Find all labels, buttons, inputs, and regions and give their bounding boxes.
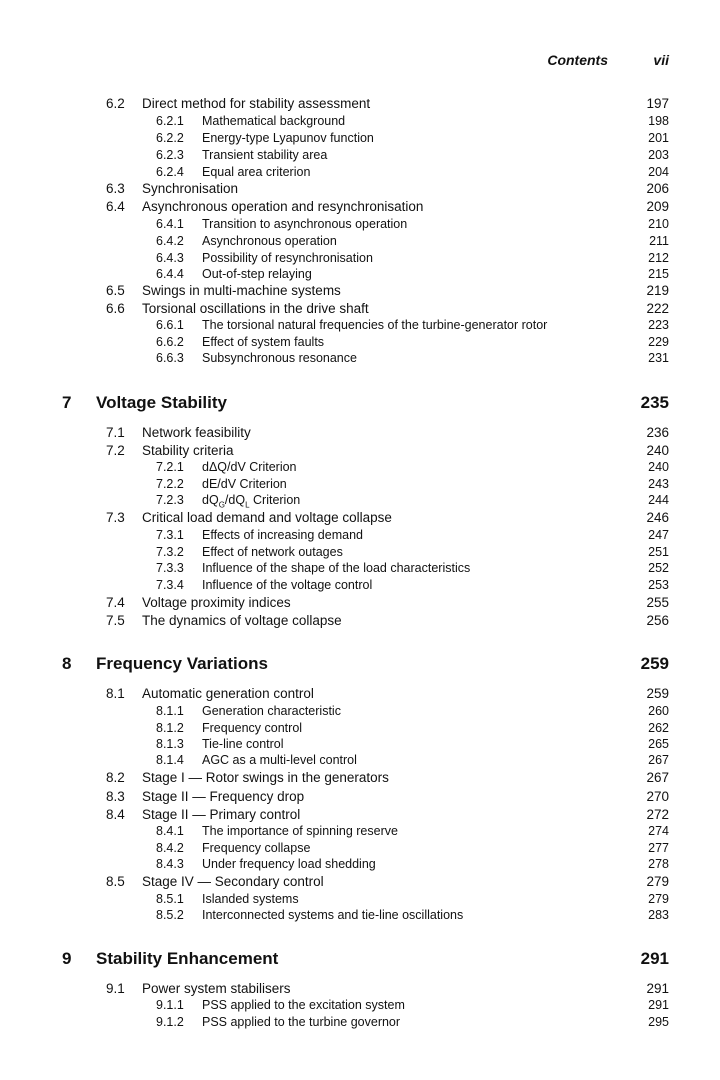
toc-subsection: 6.2.4 Equal area criterion 204 xyxy=(156,165,669,179)
toc-subsection: 7.3.4 Influence of the voltage control 253 xyxy=(156,578,669,592)
toc-section: 9.1 Power system stabilisers 291 xyxy=(106,981,669,996)
toc-subsection: 8.5.2 Interconnected systems and tie-line oscillations 283 xyxy=(156,908,669,922)
toc-section: 7.3 Critical load demand and voltage collapse 246 xyxy=(106,510,669,525)
toc-subsection: 7.2.2 dE/dV Criterion 243 xyxy=(156,477,669,491)
toc-subsection: 9.1.2 PSS applied to the turbine governor 295 xyxy=(156,1015,669,1029)
toc-section: 8.2 Stage I — Rotor swings in the generators 267 xyxy=(106,770,669,785)
toc-subsection: 8.4.2 Frequency collapse 277 xyxy=(156,841,669,855)
toc-section: 6.2 Direct method for stability assessment 197 xyxy=(106,96,669,111)
toc-subsection: 8.4.1 The importance of spinning reserve 274 xyxy=(156,824,669,838)
toc-subsection: 8.4.3 Under frequency load shedding 278 xyxy=(156,857,669,871)
toc-chapter: 9 Stability Enhancement 291 xyxy=(62,949,669,968)
toc-subsection: 7.3.2 Effect of network outages 251 xyxy=(156,545,669,559)
toc-chapter: 7 Voltage Stability 235 xyxy=(62,393,669,412)
toc-subsection: 6.4.3 Possibility of resynchronisation 212 xyxy=(156,251,669,265)
toc-subsection: 6.2.1 Mathematical background 198 xyxy=(156,114,669,128)
dqg-dql-criterion: $dQ_G/dQ_L$ Criterion xyxy=(202,493,301,510)
toc-subsection: 6.6.2 Effect of system faults 229 xyxy=(156,335,669,349)
toc-section: 8.1 Automatic generation control 259 xyxy=(106,686,669,701)
toc-subsection: 7.2.3 $dQ_G/dQ_L$ Criterion 244 xyxy=(156,493,669,510)
toc-subsection: 9.1.1 PSS applied to the excitation system 291 xyxy=(156,998,669,1012)
toc-chapter: 8 Frequency Variations 259 xyxy=(62,654,669,673)
toc-subsection: 8.1.2 Frequency control 262 xyxy=(156,721,669,735)
toc-subsection: 6.4.4 Out-of-step relaying 215 xyxy=(156,267,669,281)
toc-section: 6.4 Asynchronous operation and resynchronisation 209 xyxy=(106,199,669,214)
toc-section: 6.3 Synchronisation 206 xyxy=(106,181,669,196)
toc-subsection: 6.4.2 Asynchronous operation 211 xyxy=(156,234,669,248)
toc-subsection: 7.3.3 Influence of the shape of the load characteristics 252 xyxy=(156,561,669,575)
toc-section: 8.4 Stage II — Primary control 272 xyxy=(106,807,669,822)
toc-section: 7.5 The dynamics of voltage collapse 256 xyxy=(106,613,669,628)
toc-section: 7.1 Network feasibility 236 xyxy=(106,425,669,440)
toc-subsection: 8.5.1 Islanded systems 279 xyxy=(156,892,669,906)
page-header xyxy=(0,52,720,70)
toc-subsection: 6.2.3 Transient stability area 203 xyxy=(156,148,669,162)
toc-section: 7.2 Stability criteria 240 xyxy=(106,443,669,458)
running-title: Contents xyxy=(547,52,608,68)
toc-section: 8.3 Stage II — Frequency drop 270 xyxy=(106,789,669,804)
page-number: vii xyxy=(653,52,669,68)
toc-subsection: 8.1.3 Tie-line control 265 xyxy=(156,737,669,751)
toc-subsection: 6.6.3 Subsynchronous resonance 231 xyxy=(156,351,669,365)
toc-subsection: 8.1.1 Generation characteristic 260 xyxy=(156,704,669,718)
toc-section: 6.6 Torsional oscillations in the drive shaft 222 xyxy=(106,301,669,316)
toc-subsection: 6.2.2 Energy-type Lyapunov function 201 xyxy=(156,131,669,145)
toc-subsection: 8.1.4 AGC as a multi-level control 267 xyxy=(156,753,669,767)
toc-section: 6.5 Swings in multi-machine systems 219 xyxy=(106,283,669,298)
toc-section: 7.4 Voltage proximity indices 255 xyxy=(106,595,669,610)
toc-subsection: 6.6.1 The torsional natural frequencies of the turbine-generator rotor 223 xyxy=(156,318,669,332)
toc-subsection: 7.2.1 dΔQ/dV Criterion 240 xyxy=(156,460,669,474)
toc-subsection: 6.4.1 Transition to asynchronous operation 210 xyxy=(156,217,669,231)
toc-section: 8.5 Stage IV — Secondary control 279 xyxy=(106,874,669,889)
toc-subsection: 7.3.1 Effects of increasing demand 247 xyxy=(156,528,669,542)
